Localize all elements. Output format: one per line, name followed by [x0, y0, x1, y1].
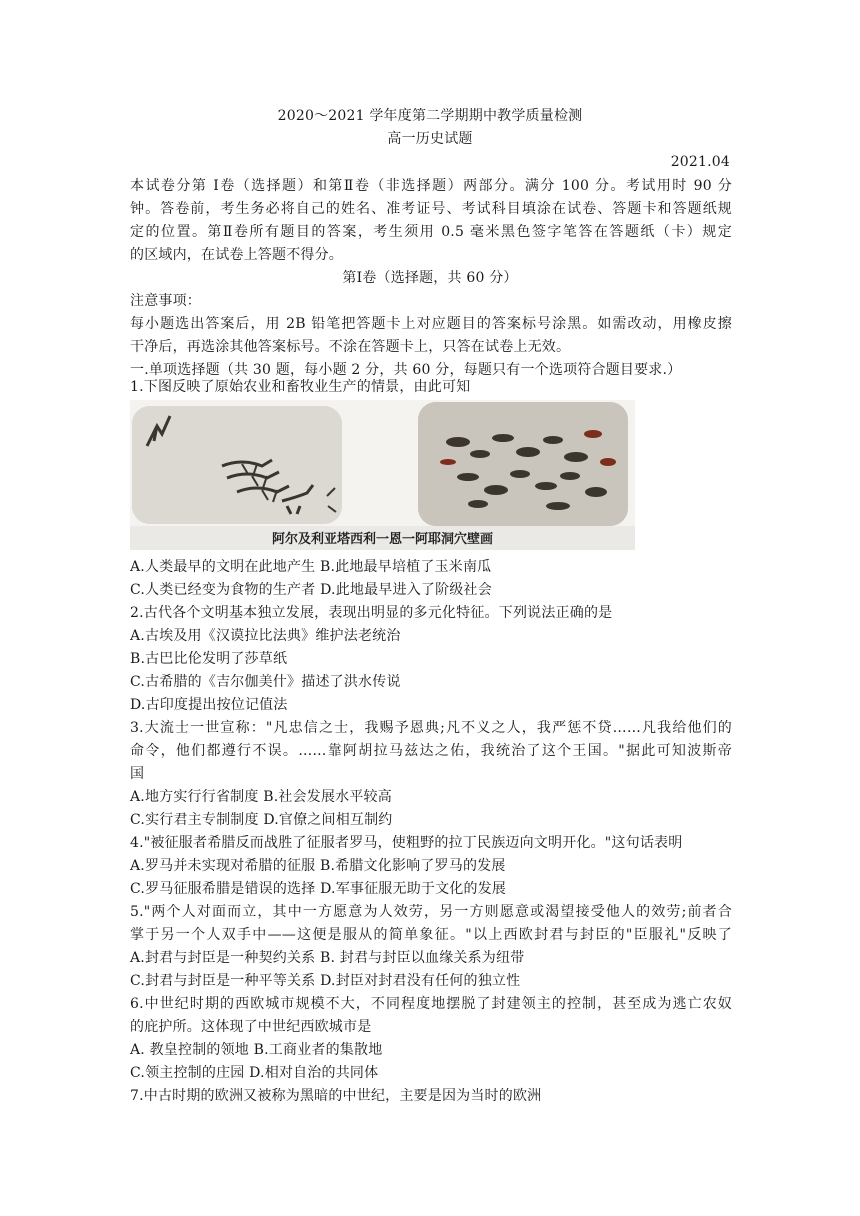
q6-option-line: C.领主控制的庄园 D.相对自治的共同体: [130, 1065, 379, 1081]
q2-option: D.古印度提出按位记值法: [130, 697, 288, 713]
q4-option-line: C.罗马征服希腊是错误的选择 D.军事征服无助于文化的发展: [130, 881, 507, 897]
q6-stem-line: 的庇护所。这体现了中世纪西欧城市是: [130, 1019, 372, 1035]
q2-stem: 2.古代各个文明基本独立发展，表现出明显的多元化特征。下列说法正确的是: [130, 605, 613, 621]
q2-option: B.古巴比伦发明了莎草纸: [130, 651, 288, 667]
figure-caption: 阿尔及利亚塔西利一恩一阿耶洞穴壁画: [271, 532, 493, 547]
notice-line: 干净后，再选涂其他答案标号。不涂在答题卡上，只答在试卷上无效。: [130, 339, 571, 355]
q1-option-line: C.人类已经变为食物的生产者 D.此地最早进入了阶级社会: [130, 582, 492, 598]
exam-date: 2021.04: [670, 154, 730, 170]
part-heading: 一.单项选择题（共 30 题，每小题 2 分，共 60 分，每题只有一个选项符合题目要求.）: [130, 362, 682, 378]
exam-title: 2020～2021 学年度第二学期期中教学质量检测: [277, 108, 583, 124]
q2-option: A.古埃及用《汉谟拉比法典》维护法老统治: [130, 628, 401, 644]
intro-line: 定的位置。第Ⅱ卷所有题目的答案，考生须用 0.5 毫米黑色签字笔答在答题纸（卡）规定: [130, 224, 732, 240]
q3-stem-line: 3.大流士一世宣称："凡忠信之士，我赐予恩典;凡不义之人，我严惩不贷……凡我给他们的: [130, 720, 732, 736]
q3-stem-line: 命令，他们都遵行不误。……靠阿胡拉马兹达之佑，我统治了这个王国。"据此可知波斯帝: [130, 743, 732, 759]
q7-stem: 7.中古时期的欧洲又被称为黑暗的中世纪，主要是因为当时的欧洲: [130, 1088, 542, 1104]
q2-option: C.古希腊的《吉尔伽美什》描述了洪水传说: [130, 674, 401, 690]
section-title: 第Ⅰ卷（选择题，共 60 分）: [342, 270, 518, 286]
q1-option-line: A.人类最早的文明在此地产生 B.此地最早培植了玉米南瓜: [130, 559, 492, 575]
q5-stem-line: 5."两个人对面而立，其中一方愿意为人效劳，另一方则愿意或渴望接受他人的效劳;前者合: [130, 904, 732, 920]
q3-stem-line: 国: [130, 766, 145, 782]
notice-line: 每小题选出答案后，用 2B 铅笔把答题卡上对应题目的答案标号涂黑。如需改动，用橡皮擦: [130, 316, 732, 332]
q6-stem-line: 6.中世纪时期的西欧城市规模不大，不同程度地摆脱了封建领主的控制，甚至成为逃亡农奴: [130, 996, 732, 1012]
q4-option-line: A.罗马并未实现对希腊的征服 B.希腊文化影响了罗马的发展: [130, 858, 506, 874]
cave-painting-farming-image: [132, 406, 342, 524]
q5-option-line: C.封君与封臣是一种平等关系 D.封臣对封君没有任何的独立性: [130, 973, 521, 989]
q4-stem: 4."被征服者希腊反而战胜了征服者罗马，使粗野的拉丁民族迈向文明开化。"这句话表明: [130, 835, 683, 851]
q6-option-line: A. 教皇控制的领地 B.工商业者的集散地: [130, 1042, 383, 1058]
intro-line: 钟。答卷前，考生务必将自己的姓名、准考证号、考试科目填涂在试卷、答题卡和答题纸规: [130, 201, 732, 217]
intro-line: 本试卷分第 Ⅰ卷（选择题）和第Ⅱ卷（非选择题）两部分。满分 100 分。考试用时 90 分: [130, 178, 732, 194]
q5-option-line: A.封君与封臣是一种契约关系 B. 封君与封臣以血缘关系为纽带: [130, 950, 525, 966]
exam-subtitle: 高一历史试题: [387, 131, 473, 147]
intro-line: 的区域内，在试卷上答题不得分。: [130, 247, 343, 263]
notice-label: 注意事项：: [130, 293, 201, 309]
q1-stem: 1.下图反映了原始农业和畜牧业生产的情景，由此可知: [130, 379, 471, 395]
q3-option-line: C.实行君主专制制度 D.官僚之间相互制约: [130, 812, 393, 828]
cave-painting-figure: [130, 400, 635, 550]
q5-stem-line: 掌于另一个人双手中——这便是服从的简单象征。"以上西欧封君与封臣的"臣服礼"反映了: [130, 927, 732, 943]
q3-option-line: A.地方实行行省制度 B.社会发展水平较高: [130, 789, 392, 805]
cave-painting-herding-image: [418, 402, 628, 526]
